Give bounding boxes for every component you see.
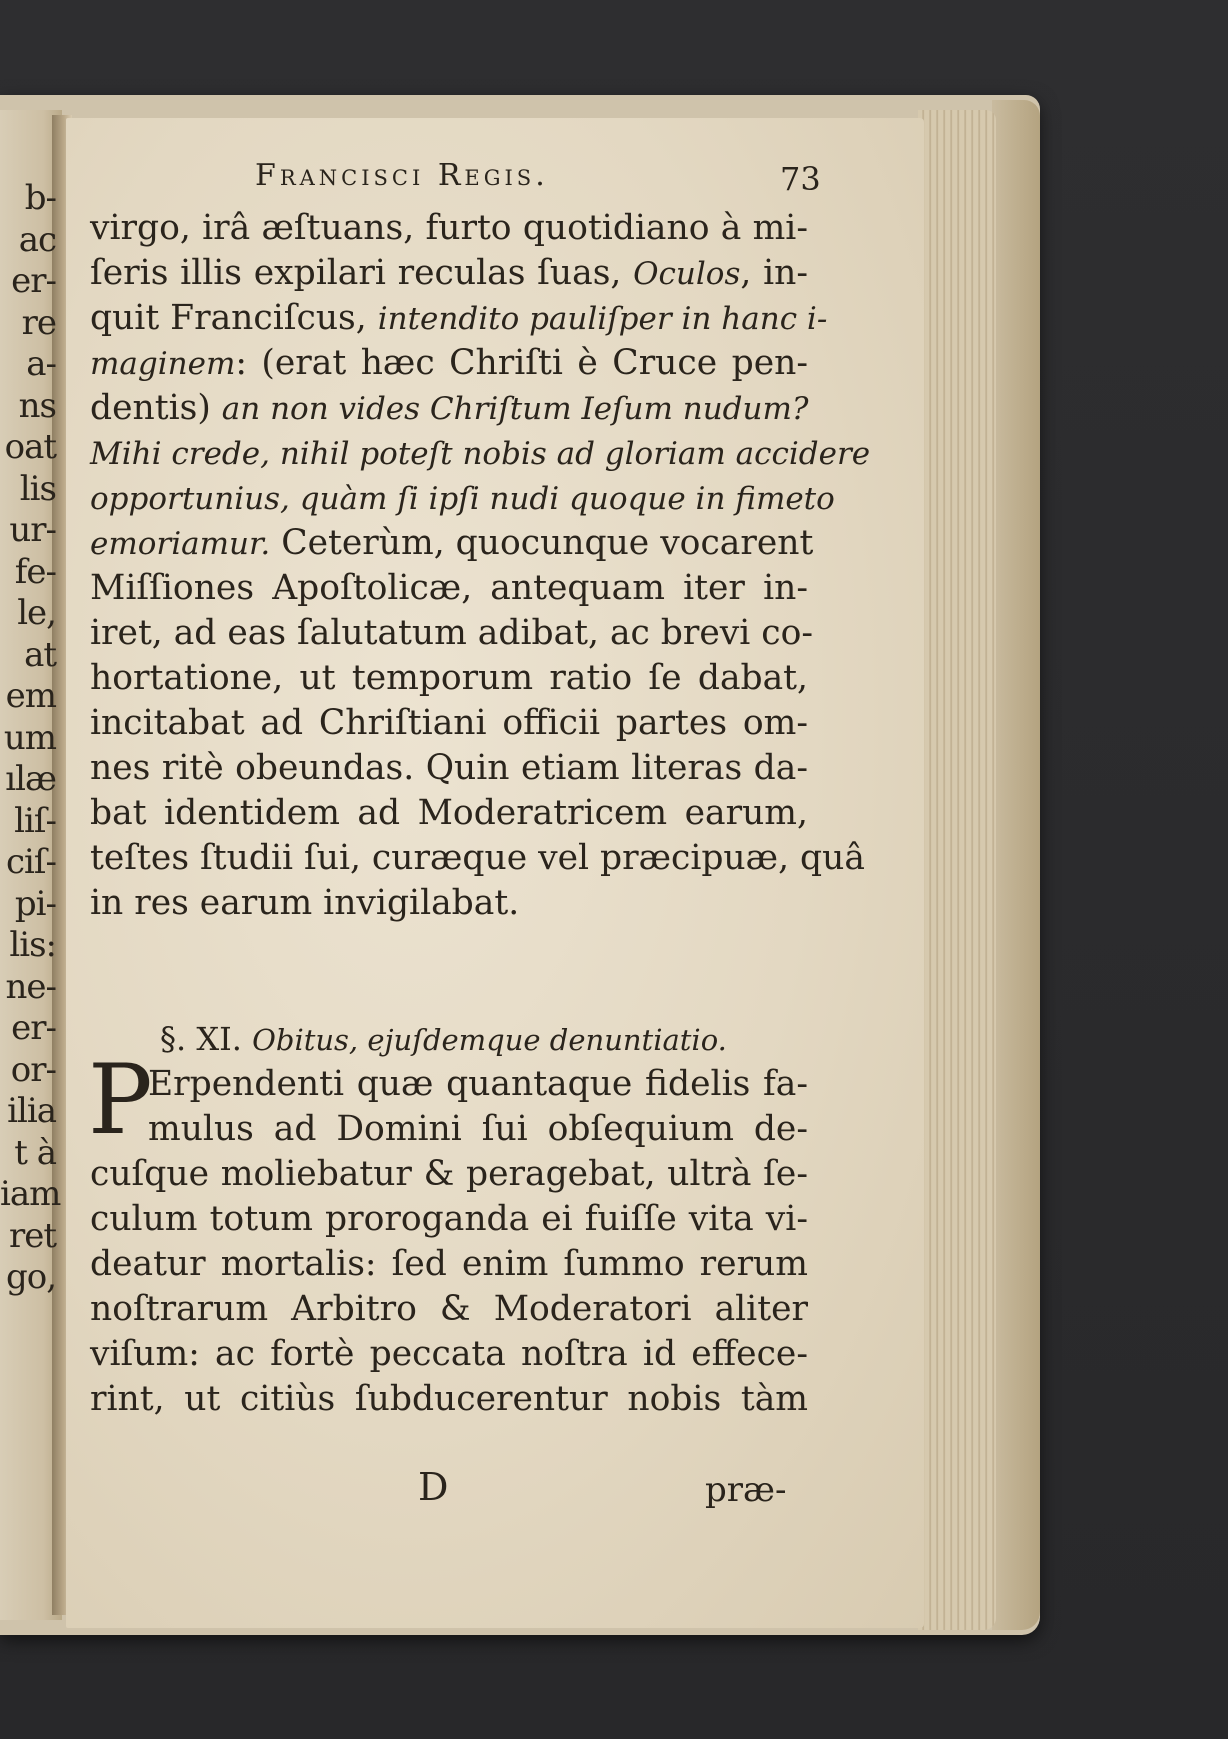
text-span: bat identidem ad Moderatricem earum,: [90, 793, 808, 833]
drop-cap: P: [88, 1044, 153, 1156]
left-page-text: [0, 178, 60, 1299]
text-line: [90, 836, 865, 881]
left-fragment: oat: [4, 427, 56, 467]
left-fragment: er-: [11, 261, 56, 301]
text-span: , in-: [740, 253, 809, 293]
text-span: Miſſiones Apoſtolicæ, antequam iter in-: [90, 568, 808, 608]
left-fragment: or-: [10, 1049, 56, 1090]
text-line: [90, 746, 808, 791]
text-line: [90, 611, 814, 656]
text-line: mulus ad Domini ſui obſequium de-: [148, 1109, 808, 1149]
text-line: deatur mortalis: ſed enim ſummo rerum: [90, 1244, 808, 1284]
text-line: rint, ut citiùs ſubducerentur nobis tàm: [90, 1379, 808, 1419]
left-fragment: ac: [18, 219, 56, 260]
running-header: Francisci Regis.: [255, 158, 549, 193]
left-fragment: er-: [11, 1008, 56, 1048]
left-fragment: ne-: [5, 966, 56, 1007]
section-mark: §. XI.: [160, 1020, 242, 1058]
left-fragment: go,: [5, 1257, 56, 1297]
cover-edge: [992, 100, 1040, 1630]
page-edges: [918, 110, 996, 1630]
left-fragment: at: [24, 634, 56, 675]
text-line: [90, 791, 808, 836]
italic-span: an non vides Chriſtum Ieſum nudum?: [221, 391, 809, 427]
text-line: [90, 251, 808, 296]
text-span: hortatione, ut temporum ratio ſe dabat,: [90, 658, 808, 698]
section-heading: [160, 1020, 727, 1058]
left-fragment: liſ-: [14, 800, 56, 841]
text-line: [90, 476, 835, 521]
text-span: Ceterùm, quocunque vocarent: [270, 523, 814, 563]
text-line: [90, 206, 808, 251]
text-line: [90, 566, 808, 611]
left-fragment: em: [5, 676, 56, 716]
body-text-2: [90, 1062, 808, 1422]
text-line: noſtrarum Arbitro & Moderatori aliter: [90, 1289, 808, 1329]
text-span: in res earum invigilabat.: [90, 883, 520, 923]
text-line: viſum: ac fortè peccata noſtra id effece-: [90, 1334, 808, 1374]
text-line: [90, 701, 808, 746]
left-fragment: ilia: [7, 1091, 56, 1131]
left-fragment: ns: [18, 385, 56, 426]
text-span: teſtes ſtudii ſui, curæque vel præcipuæ, quâ: [90, 838, 865, 878]
text-line: culum totum proroganda ei fuiſſe vita vi-: [90, 1199, 808, 1239]
italic-span: Oculos: [633, 256, 741, 292]
text-line: [90, 341, 808, 386]
text-line: [90, 656, 808, 701]
signature-mark: D: [418, 1465, 449, 1509]
text-span: quit Franciſcus,: [90, 298, 378, 338]
text-line: [90, 521, 814, 566]
left-fragment: t à: [14, 1132, 56, 1173]
left-fragment: fe-: [14, 551, 56, 592]
text-span: nes ritè obeundas. Quin etiam literas da-: [90, 748, 808, 788]
left-fragment: b-: [24, 178, 56, 218]
body-text: [90, 206, 871, 926]
left-fragment: re: [21, 302, 56, 343]
left-fragment: ciſ-: [6, 842, 56, 882]
text-span: dentis): [90, 388, 222, 428]
italic-span: emoriamur.: [90, 526, 271, 562]
italic-span: opportunius, quàm ſi ipſi nudi quoque in fimeto: [90, 481, 835, 517]
page-number: 73: [780, 160, 821, 198]
text-span: : (erat hæc Chriſti è Cruce pen-: [235, 343, 808, 383]
left-fragment: iam: [0, 1174, 61, 1214]
text-line: [90, 431, 871, 476]
left-fragment: pi-: [14, 883, 56, 924]
text-span: iret, ad eas ſalutatum adibat, ac brevi co-: [90, 613, 814, 653]
text-span: virgo, irâ æſtuans, furto quotidiano à mi-: [90, 208, 808, 248]
text-line: Erpendenti quæ quantaque fidelis fa-: [148, 1064, 808, 1104]
section-title: Obitus, ejuſdemque denuntiatio.: [252, 1023, 727, 1057]
left-fragment: um: [3, 717, 56, 758]
left-fragment: lis: [19, 468, 56, 509]
italic-span: intendito pauliſper in hanc i-: [377, 301, 828, 337]
text-span: ſeris illis expilari reculas ſuas,: [90, 253, 634, 293]
italic-span: Mihi crede, nihil poteſt nobis ad gloriam accidere: [90, 436, 871, 472]
left-fragment: ur-: [9, 510, 56, 550]
text-span: incitabat ad Chriſtiani officii partes om-: [90, 703, 808, 743]
text-line: cuſque moliebatur & peragebat, ultrà ſe-: [90, 1154, 808, 1194]
text-line: [90, 386, 808, 431]
italic-span: maginem: [90, 346, 236, 382]
text-line: [90, 296, 828, 341]
text-line: [90, 881, 808, 926]
left-fragment: ret: [8, 1215, 56, 1256]
left-fragment: ılæ: [5, 759, 56, 799]
catchword: præ-: [705, 1470, 787, 1510]
left-fragment: le,: [17, 593, 56, 633]
left-fragment: lis:: [9, 925, 56, 965]
left-fragment: a-: [26, 344, 56, 384]
